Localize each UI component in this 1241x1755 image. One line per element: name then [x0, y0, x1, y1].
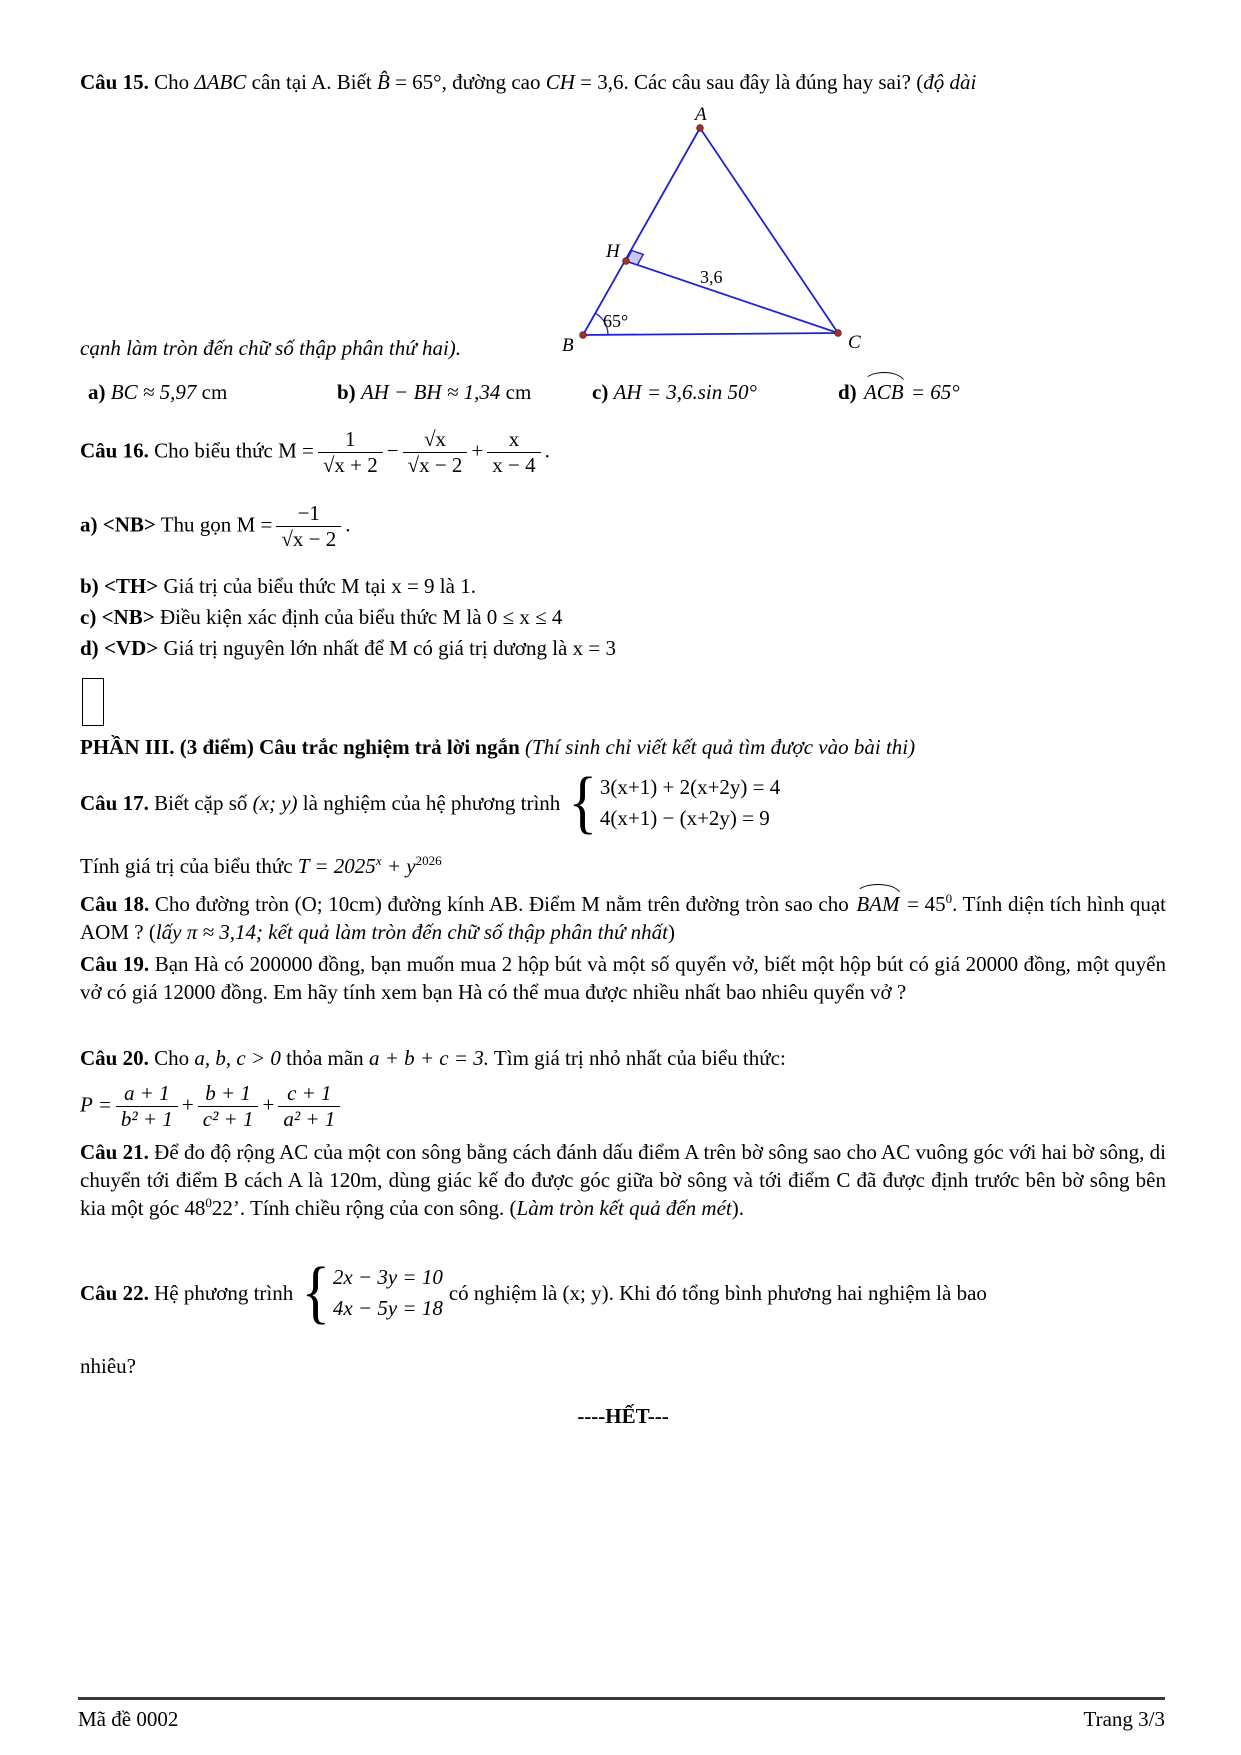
- q22-text-1: Hệ phương trình: [148, 1281, 294, 1305]
- q18-text-2: . Tính diện tích hình quạt AOM ? (: [80, 892, 1166, 944]
- end-marker: [80, 1402, 1166, 1430]
- q20-frac2-num: b + 1: [198, 1082, 259, 1107]
- q17-lead: [80, 789, 560, 817]
- q20-text-2: thỏa mãn: [280, 1046, 369, 1070]
- q15-option-c: [592, 378, 757, 406]
- q16-plus: +: [471, 438, 484, 463]
- q15-option-a-key: a): [88, 380, 106, 404]
- q15-triangle-abc: ΔABC: [194, 70, 247, 94]
- q16-period: .: [544, 438, 550, 463]
- q15-option-d-key: d): [838, 380, 857, 404]
- q16-fraction-2: [403, 428, 468, 477]
- part3-heading-italic: (Thí sinh chỉ viết kết quả tìm được vào bài thi): [525, 735, 916, 759]
- q19-paragraph: [80, 950, 1166, 1006]
- q17-system-brace: {: [568, 764, 598, 842]
- angle-b-label: 65°: [603, 311, 629, 331]
- q17-text-2: là nghiệm của hệ phương trình: [297, 791, 561, 815]
- q15-option-c-key: c): [592, 380, 609, 404]
- q16-c-text: Điều kiện xác định của biểu thức M là 0 ≤ x ≤ 4: [154, 605, 563, 629]
- triangle-abc-outline: [583, 128, 838, 335]
- q22-equation-2: 4x − 5y = 18: [332, 1296, 443, 1320]
- q17-row: [80, 764, 1166, 842]
- q17-equation-1: 3(x+1) + 2(x+2y) = 4: [599, 775, 781, 799]
- q16-a-frac-num: −1: [276, 502, 341, 527]
- q15-option-b: [337, 378, 531, 406]
- q21-close: ).: [731, 1196, 745, 1220]
- q22-text-3: nhiêu?: [80, 1354, 136, 1378]
- empty-box: [82, 678, 104, 726]
- q15-eq-1: = 65°,: [389, 70, 447, 94]
- q20-frac3-num: c + 1: [278, 1082, 340, 1107]
- triangle-figure: [500, 103, 872, 353]
- q16-a-text: Thu gọn: [155, 512, 237, 537]
- foot-h-label: H: [606, 241, 620, 262]
- q22-system-brace: {: [301, 1254, 331, 1332]
- q20-condition: a, b, c > 0: [194, 1046, 281, 1070]
- q19-text: Bạn Hà có 200000 đồng, bạn muốn mua 2 hộp bút và một số quyển vở, biết một hộp bút có giá 20000 đồng, một quyển vở có giá 12000 đồng. Em hãy tính xem bạn Hà có thể mua được nhiều nhất bao nhiêu quyển vở ?: [80, 952, 1166, 1004]
- q22-label: Câu 22.: [80, 1281, 149, 1305]
- q18-eq: = 45: [901, 892, 946, 916]
- part3-heading: [80, 733, 1166, 761]
- vertex-a-label: A: [695, 104, 707, 125]
- vertex-c-label: C: [848, 332, 861, 353]
- q20-fraction-3: [278, 1082, 340, 1131]
- q16-b-tag: <TH>: [103, 574, 159, 598]
- q15-b-hat: B̂: [377, 70, 390, 94]
- q16-fraction-3: [487, 428, 540, 477]
- q16-fraction-1: [318, 428, 383, 477]
- q16-frac3-den: x − 4: [492, 453, 536, 477]
- q17-t-sup-x: x: [375, 853, 382, 868]
- q16-frac3-num: x: [487, 428, 540, 453]
- footer-exam-code: Mã đề 0002: [78, 1707, 179, 1731]
- q16-a-m: M =: [236, 512, 273, 537]
- q15-option-a-math: BC ≈ 5,97: [110, 380, 197, 404]
- altitude-ch-line: [626, 261, 838, 333]
- q16-frac2-num: √x: [403, 428, 468, 453]
- q15-option-b-key: b): [337, 380, 356, 404]
- q16-a-period: .: [345, 512, 351, 537]
- q16-option-a: [80, 502, 1166, 551]
- q20-intro-line: [80, 1044, 1166, 1072]
- q16-frac1-den: √x + 2: [322, 453, 378, 477]
- q20-frac2-den: c² + 1: [202, 1107, 254, 1131]
- q16-a-fraction: [276, 502, 341, 551]
- foot-dot-h: [623, 258, 630, 265]
- triangle-svg: [500, 103, 872, 353]
- q18-italic-note: lấy π ≈ 3,14; kết quả làm tròn đến chữ số thập phân thứ nhất: [155, 920, 668, 944]
- q21-deg-sup: 0: [205, 1195, 212, 1210]
- vertex-b-label: B: [562, 335, 574, 353]
- q17-system-equations: [600, 772, 780, 834]
- q17-equation-2: 4(x+1) − (x+2y) = 9: [599, 806, 770, 830]
- q22-system: [299, 1254, 443, 1332]
- q16-a-key: a): [80, 512, 98, 537]
- q15-label: Câu 15.: [80, 70, 149, 94]
- q20-p-eq: P =: [80, 1092, 112, 1117]
- q16-m-eq: M =: [278, 438, 314, 463]
- q21-paragraph: [80, 1138, 1166, 1222]
- q15-option-a-unit: cm: [196, 380, 228, 404]
- q17-label: Câu 17.: [80, 791, 149, 815]
- q15-option-a: [88, 378, 227, 406]
- footer-page-number: Trang 3/3: [1083, 1707, 1165, 1731]
- q20-text-3: Tìm giá trị nhỏ nhất của biểu thức:: [489, 1046, 786, 1070]
- q18-angle-bam: BAM: [856, 892, 900, 916]
- q22-equation-1: 2x − 3y = 10: [332, 1265, 443, 1289]
- q16-a-frac-den: √x − 2: [281, 527, 337, 551]
- q20-fraction-1: [116, 1082, 178, 1131]
- q15-text-4: Các câu sau đây là đúng hay sai? (: [628, 70, 924, 94]
- q15-options-row: [80, 378, 1166, 410]
- q15-intro-line: [80, 68, 1166, 96]
- vertex-dot-a: [697, 125, 704, 132]
- q20-text-1: Cho: [148, 1046, 195, 1070]
- q16-option-c: [80, 603, 1166, 631]
- q16-text: Cho biểu thức: [148, 438, 279, 463]
- side-length-label: 3,6: [700, 267, 723, 287]
- q17-compute-line: [80, 852, 1166, 880]
- q15-text-3: đường cao: [446, 70, 546, 94]
- q22-system-equations: [333, 1262, 443, 1324]
- q20-plus-1: +: [181, 1092, 194, 1117]
- q17-t-mid: + y: [381, 854, 416, 878]
- q16-d-tag: <VD>: [103, 636, 159, 660]
- q16-label: Câu 16.: [80, 438, 149, 463]
- q18-text-1: Cho đường tròn (O; 10cm) đường kính AB. Điểm M nằm trên đường tròn sao cho: [149, 892, 855, 916]
- q16-d-text: Giá trị nguyên lớn nhất để M có giá trị dương là x = 3: [158, 636, 616, 660]
- q20-label: Câu 20.: [80, 1046, 149, 1070]
- q22-text-2: có nghiệm là (x; y). Khi đó tổng bình phương hai nghiệm là bao: [448, 1281, 987, 1305]
- q16-a-tag: <NB>: [102, 512, 156, 537]
- q20-fraction-2: [198, 1082, 259, 1131]
- q20-expression-line: [80, 1082, 1166, 1131]
- part3-heading-bold: PHẦN III. (3 điểm) Câu trắc nghiệm trả lời ngắn: [80, 735, 526, 759]
- q18-deg-sup: 0: [945, 891, 953, 906]
- q17-xy-pair: (x; y): [252, 791, 298, 815]
- q18-paragraph: [80, 890, 1166, 946]
- q16-frac2-den: √x − 2: [407, 453, 463, 477]
- q20-frac3-den: a² + 1: [283, 1107, 336, 1131]
- q15-continuation: cạnh làm tròn đến chữ số thập phân thứ hai).: [80, 336, 462, 360]
- q15-ch: CH: [545, 70, 575, 94]
- q17-t-expr: T = 2025: [297, 854, 376, 878]
- q17-t-sup-2026: 2026: [415, 853, 442, 868]
- q15-text-1: Cho: [148, 70, 195, 94]
- q16-frac1-num: 1: [318, 428, 383, 453]
- q18-label: Câu 18.: [80, 892, 150, 916]
- q20-plus-2: +: [262, 1092, 275, 1117]
- q15-option-b-unit: cm: [500, 380, 532, 404]
- q21-text-2: 22’. Tính chiều rộng của con sông. (: [211, 1196, 517, 1220]
- q21-italic-note: Làm tròn kết quả đến mét: [516, 1196, 732, 1220]
- q15-option-d: [838, 378, 960, 406]
- q17-text-1: Biết cặp số: [148, 791, 253, 815]
- q16-b-key: b): [80, 574, 99, 598]
- q15-option-d-post: = 65°: [905, 380, 960, 404]
- q16-c-key: c): [80, 605, 97, 629]
- q20-sum: a + b + c = 3.: [368, 1046, 490, 1070]
- q15-option-d-angle: ACB: [863, 380, 904, 404]
- q16-b-text: Giá trị của biểu thức M tại x = 9 là 1.: [158, 574, 476, 598]
- q21-text-1: Để đo độ rộng AC của một con sông bằng cách đánh dấu điểm A trên bờ sông sao cho AC vuông góc với hai bờ sông, di chuyển tới điểm B cách A là 120m, dùng giác kế đo được góc giữa bờ sông và tới điểm C đã được định trước bên bờ sông bên kia một góc 48: [80, 1140, 1166, 1220]
- q17-tinh-text: Tính giá trị của biểu thức: [80, 854, 298, 878]
- q19-label: Câu 19.: [80, 952, 150, 976]
- q16-intro-line: [80, 428, 1166, 477]
- q15-text-italic: độ dài: [923, 70, 977, 94]
- q15-eq-2: = 3,6.: [574, 70, 629, 94]
- q20-frac1-num: a + 1: [116, 1082, 178, 1107]
- q17-system: [566, 764, 781, 842]
- q15-text-2: cân tại A. Biết: [246, 70, 378, 94]
- q16-option-d: [80, 634, 1166, 662]
- q16-option-b: [80, 572, 1166, 600]
- q22-lead: [80, 1279, 293, 1307]
- q16-d-key: d): [80, 636, 99, 660]
- q15-option-b-math: AH − BH ≈ 1,34: [360, 380, 501, 404]
- page-footer: [78, 1697, 1165, 1733]
- q20-frac1-den: b² + 1: [120, 1107, 173, 1131]
- q18-close-paren: ): [667, 920, 675, 944]
- q16-c-tag: <NB>: [101, 605, 155, 629]
- q15-option-c-math: AH = 3,6.sin 50°: [613, 380, 757, 404]
- q16-minus: −: [386, 438, 399, 463]
- end-marker-text: ----HẾT---: [577, 1404, 669, 1428]
- q21-label: Câu 21.: [80, 1140, 149, 1164]
- q22-row: [80, 1254, 1166, 1332]
